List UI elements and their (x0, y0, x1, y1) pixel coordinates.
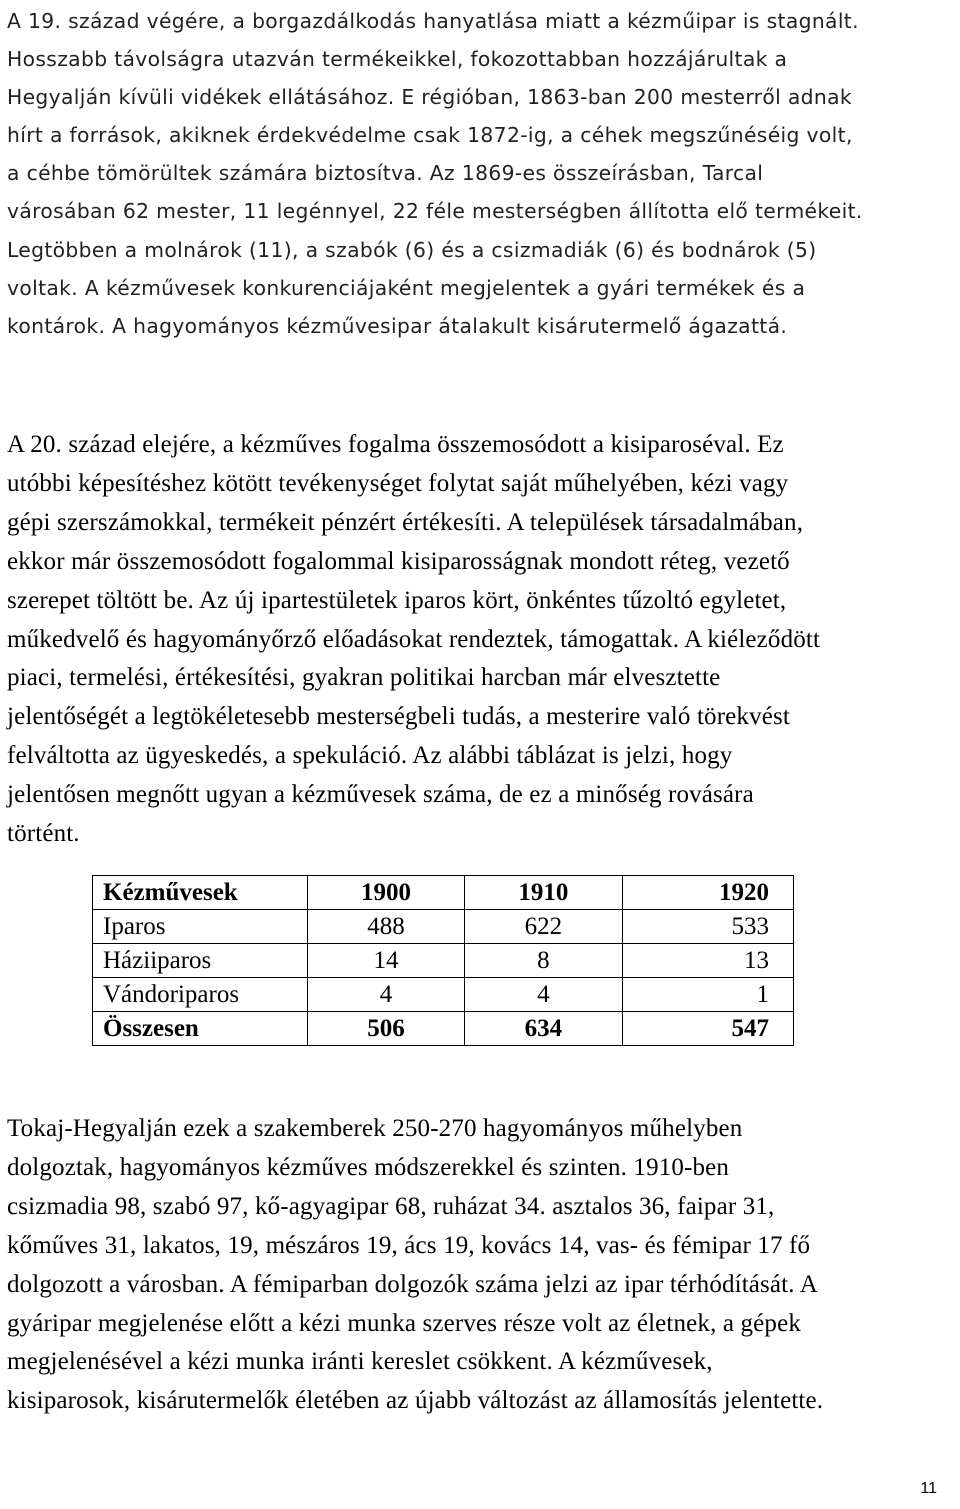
table-cell: 4 (465, 978, 622, 1012)
table-cell: 13 (622, 944, 793, 978)
table-cell: Vándoriparos (93, 978, 308, 1012)
paragraph-tokaj-hegyalja: Tokaj-Hegyalján ezek a szakemberek 250-270 hagyományos műhelyben dolgoztak, hagyományos kézműves módszerekkel és szinten. 1910-ben csizmadia 98, szabó 97, kő-agyagipar 68, ruházat 34. asztalos 36, faipar 31, kőműves 31, lakatos, 19, mészáros 19, ács 19, kovács 14, vas- és fémipar 17 fő dolgozott a városban. A fémiparban dolgozók száma jelzi az ipar térhódítását. A gyáripar megjelenése előtt a kézi munka szerves része volt az életnek, a gépek megjelenésével a kézi munka iránti kereslet csökkent. A kézművesek, kisiparosok, kisárutermelők életében az újabb változást az államosítás jelentette. (7, 1115, 824, 1415)
table-row (93, 944, 794, 978)
table-cell: 4 (307, 978, 464, 1012)
table-total-row (93, 1012, 794, 1046)
table-cell: 8 (465, 944, 622, 978)
page-number: 11 (920, 1480, 937, 1497)
craftsmen-table (92, 875, 794, 1046)
table-total-cell: 634 (465, 1012, 622, 1046)
table-total-cell: Összesen (93, 1012, 308, 1046)
table-row (93, 910, 794, 944)
paragraph-19th-century: A 19. század végére, a borgazdálkodás hanyatlása miatt a kézműipar is stagnált. Hosszabb távolságra utazván termékeikkel, fokozottabban hozzájárultak a Hegyalján kívüli vidékek ellátásához. E régióban, 1863-ban 200 mesterről adnak hírt a források, akiknek érdekvédelme csak 1872-ig, a céhek megszűnéséig volt, a céhbe tömörültek számára biztosítva. Az 1869-es összeírásban, Tarcal városában 62 mester, 11 legénnyel, 22 féle mesterségben állította elő termékeit. Legtöbben a molnárok (11), a szabók (6) és a csizmadiák (6) és bodnárok (5) voltak. A kézművesek konkurenciájaként megjelentek a gyári termékek és a kontárok. A hagyományos kézművesipar átalakult kisárutermelő ágazattá. (7, 9, 863, 338)
table-header-cell: 1910 (465, 876, 622, 910)
table-cell: Iparos (93, 910, 308, 944)
table-header-row (93, 876, 794, 910)
table-cell: 533 (622, 910, 793, 944)
table-header-cell: 1920 (622, 876, 793, 910)
table-total-cell: 547 (622, 1012, 793, 1046)
table-total-cell: 506 (307, 1012, 464, 1046)
table-cell: 622 (465, 910, 622, 944)
table-header-cell: 1900 (307, 876, 464, 910)
table-cell: 488 (307, 910, 464, 944)
table-row (93, 978, 794, 1012)
table-cell: 1 (622, 978, 793, 1012)
table-cell: Háziiparos (93, 944, 308, 978)
table-header-cell: Kézművesek (93, 876, 308, 910)
paragraph-20th-century: A 20. század elejére, a kézműves fogalma összemosódott a kisiparoséval. Ez utóbbi képesítéshez kötött tevékenységet folytat saját műhelyében, kézi vagy gépi szerszámokkal, termékeit pénzért értékesíti. A települések társadalmában, ekkor már összemosódott fogalommal kisiparosságnak mondott réteg, vezető szerepet töltött be. Az új ipartestületek iparos kört, önkéntes tűzoltó egyletet, műkedvelő és hagyományőrző előadásokat rendeztek, támogattak. A kiéleződött piaci, termelési, értékesítési, gyakran politikai harcban már elvesztette jelentőségét a legtökéletesebb mesterségbeli tudás, a mesterire való törekvést felváltotta az ügyeskedés, a spekuláció. Az alábbi táblázat is jelzi, hogy jelentősen megnőtt ugyan a kézművesek száma, de ez a minőség rovására történt. (7, 431, 821, 848)
table-cell: 14 (307, 944, 464, 978)
